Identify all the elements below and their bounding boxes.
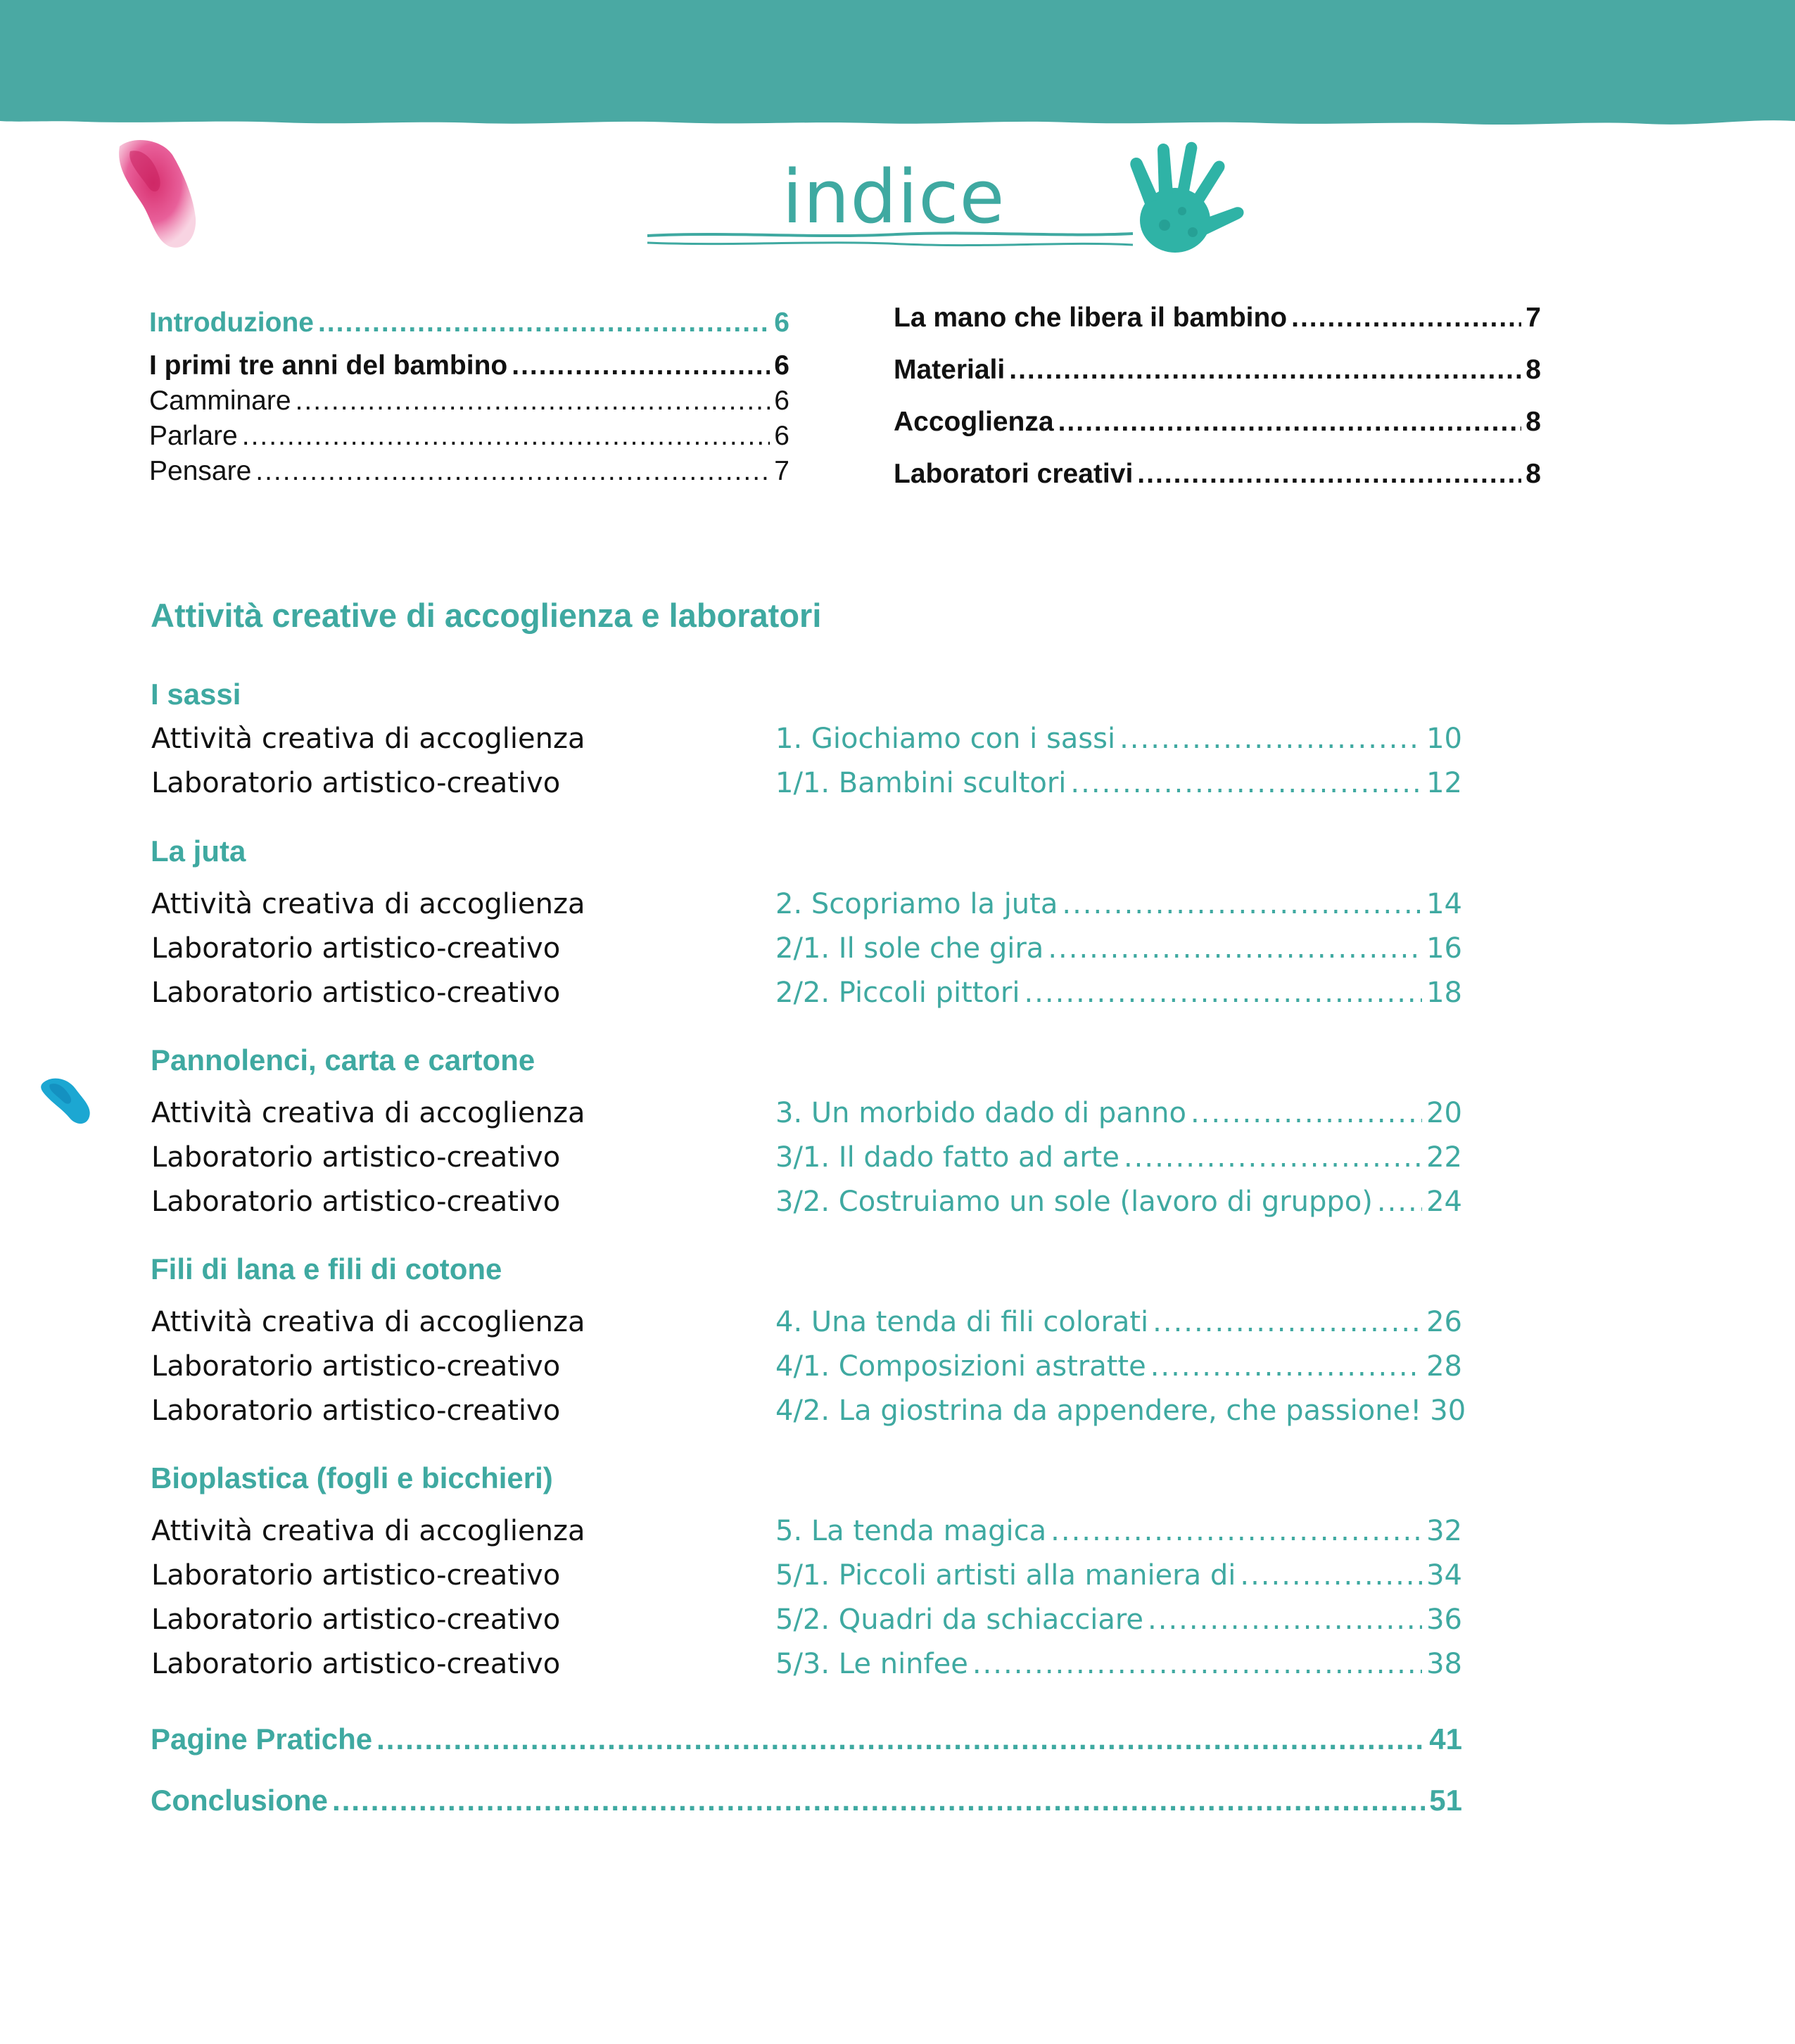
handprint-icon bbox=[1115, 137, 1252, 264]
activity-type: Laboratorio artistico-creativo bbox=[151, 1648, 561, 1680]
pink-paint-smudge-icon bbox=[113, 134, 204, 253]
toc-entry-materiali[interactable] bbox=[894, 355, 1541, 386]
leader-dots bbox=[1377, 1186, 1422, 1218]
toc-entry-label: Laboratori creativi bbox=[894, 459, 1134, 489]
toc-entry-page: 38 bbox=[1426, 1648, 1462, 1680]
toc-entry-label: 4/1. Composizioni astratte bbox=[775, 1350, 1146, 1383]
leader-dots bbox=[255, 456, 770, 487]
toc-entry-activity[interactable] bbox=[775, 1350, 1462, 1383]
leader-dots bbox=[332, 1784, 1425, 1817]
toc-entry-camminare[interactable] bbox=[149, 386, 789, 417]
toc-entry-page: 36 bbox=[1426, 1604, 1462, 1636]
toc-entry-page: 10 bbox=[1426, 723, 1462, 755]
activity-type: Laboratorio artistico-creativo bbox=[151, 1395, 561, 1427]
toc-entry-label: I primi tre anni del bambino bbox=[149, 350, 508, 381]
activity-type: Laboratorio artistico-creativo bbox=[151, 1604, 561, 1636]
toc-entry-label: 5/3. Le ninfee bbox=[775, 1648, 968, 1680]
toc-entry-page: 26 bbox=[1426, 1306, 1462, 1338]
toc-entry-activity[interactable] bbox=[775, 1604, 1462, 1636]
toc-entry-activity[interactable] bbox=[775, 767, 1462, 799]
leader-dots bbox=[1153, 1306, 1422, 1338]
toc-entry-activity[interactable] bbox=[775, 1559, 1462, 1592]
leader-dots bbox=[1120, 723, 1422, 755]
toc-entry-label: Conclusione bbox=[151, 1784, 329, 1817]
leader-dots bbox=[1124, 1141, 1422, 1174]
toc-entry-page: 7 bbox=[1526, 303, 1541, 333]
leader-dots bbox=[1137, 459, 1521, 490]
toc-entry-laboratori-creativi[interactable] bbox=[894, 459, 1541, 490]
toc-entry-page: 8 bbox=[1526, 459, 1541, 489]
toc-entry-label: 4. Una tenda di fili colorati bbox=[775, 1306, 1149, 1338]
toc-entry-label: 5/2. Quadri da schiacciare bbox=[775, 1604, 1144, 1636]
toc-entry-activity[interactable] bbox=[775, 1186, 1462, 1218]
toc-entry-page: 20 bbox=[1426, 1097, 1462, 1129]
toc-entry-activity[interactable] bbox=[775, 932, 1462, 965]
toc-entry-page: 51 bbox=[1429, 1784, 1462, 1817]
toc-entry-page: 14 bbox=[1426, 888, 1462, 920]
leader-dots bbox=[972, 1648, 1422, 1680]
toc-entry-label: Pagine Pratiche bbox=[151, 1722, 373, 1756]
leader-dots bbox=[296, 386, 770, 417]
toc-entry-mano-libera[interactable] bbox=[894, 303, 1541, 334]
leader-dots bbox=[376, 1722, 1425, 1756]
toc-entry-page: 28 bbox=[1426, 1350, 1462, 1383]
toc-entry-pagine-pratiche[interactable] bbox=[151, 1722, 1462, 1756]
toc-entry-label: Materiali bbox=[894, 355, 1006, 385]
toc-entry-page: 18 bbox=[1426, 977, 1462, 1009]
toc-entry-label: Parlare bbox=[149, 421, 238, 451]
section-title-bioplastica: Bioplastica (fogli e bicchieri) bbox=[151, 1461, 553, 1494]
leader-dots bbox=[1070, 767, 1422, 799]
toc-entry-label: Accoglienza bbox=[894, 407, 1054, 437]
leader-dots bbox=[1062, 888, 1422, 920]
toc-entry-label: 5/1. Piccoli artisti alla maniera di bbox=[775, 1559, 1236, 1592]
activity-type: Laboratorio artistico-creativo bbox=[151, 1559, 561, 1592]
section-title-sassi: I sassi bbox=[151, 678, 241, 711]
toc-entry-primi-tre-anni[interactable] bbox=[149, 350, 789, 381]
toc-entry-activity[interactable] bbox=[775, 1097, 1462, 1129]
toc-entry-page: 41 bbox=[1429, 1722, 1462, 1756]
toc-entry-introduzione[interactable] bbox=[149, 307, 789, 338]
toc-entry-label: 3/2. Costruiamo un sole (lavoro di gruppo) bbox=[775, 1186, 1373, 1218]
toc-entry-label: La mano che libera il bambino bbox=[894, 303, 1288, 333]
toc-entry-page: 6 bbox=[774, 350, 789, 381]
toc-entry-label: 2/2. Piccoli pittori bbox=[775, 977, 1020, 1009]
toc-entry-parlare[interactable] bbox=[149, 421, 789, 452]
toc-entry-activity[interactable] bbox=[775, 1395, 1466, 1427]
title-block bbox=[647, 144, 1154, 257]
toc-entry-page: 6 bbox=[774, 307, 789, 338]
toc-entry-label: 2/1. Il sole che gira bbox=[775, 932, 1044, 965]
activity-type: Laboratorio artistico-creativo bbox=[151, 767, 561, 799]
toc-entry-label: 1/1. Bambini scultori bbox=[775, 767, 1067, 799]
toc-entry-page: 6 bbox=[774, 386, 789, 416]
section-title-juta: La juta bbox=[151, 834, 246, 868]
section-main-heading: Attività creative di accoglienza e laboratori bbox=[151, 597, 822, 634]
toc-entry-page: 24 bbox=[1426, 1186, 1462, 1218]
toc-entry-activity[interactable] bbox=[775, 1141, 1462, 1174]
activity-type: Attività creativa di accoglienza bbox=[151, 723, 585, 755]
leader-dots bbox=[1240, 1559, 1422, 1592]
toc-entry-page: 12 bbox=[1426, 767, 1462, 799]
toc-entry-label: Introduzione bbox=[149, 307, 314, 338]
title-wavy-underline bbox=[644, 227, 1136, 255]
leader-dots bbox=[1048, 932, 1422, 965]
header-banner bbox=[0, 0, 1795, 134]
toc-entry-page: 16 bbox=[1426, 932, 1462, 965]
toc-entry-label: Pensare bbox=[149, 456, 252, 486]
activity-type: Laboratorio artistico-creativo bbox=[151, 1186, 561, 1218]
toc-entry-label: 3. Un morbido dado di panno bbox=[775, 1097, 1186, 1129]
activity-type: Laboratorio artistico-creativo bbox=[151, 932, 561, 965]
leader-dots bbox=[1058, 407, 1522, 438]
leader-dots bbox=[1191, 1097, 1422, 1129]
toc-entry-label: 2. Scopriamo la juta bbox=[775, 888, 1058, 920]
activity-type: Attività creativa di accoglienza bbox=[151, 1306, 585, 1338]
leader-dots bbox=[1150, 1350, 1422, 1383]
leader-dots bbox=[1051, 1515, 1422, 1547]
toc-entry-page: 8 bbox=[1526, 355, 1541, 385]
toc-entry-page: 34 bbox=[1426, 1559, 1462, 1592]
leader-dots bbox=[1148, 1604, 1422, 1636]
toc-entry-page: 6 bbox=[774, 421, 789, 451]
toc-entry-label: Camminare bbox=[149, 386, 291, 416]
toc-entry-conclusione[interactable] bbox=[151, 1784, 1462, 1817]
toc-entry-activity[interactable] bbox=[775, 888, 1462, 920]
section-title-pannolenci: Pannolenci, carta e cartone bbox=[151, 1043, 535, 1077]
activity-type: Attività creativa di accoglienza bbox=[151, 1097, 585, 1129]
toc-entry-page: 22 bbox=[1426, 1141, 1462, 1174]
toc-entry-label: 5. La tenda magica bbox=[775, 1515, 1047, 1547]
toc-entry-activity[interactable] bbox=[775, 977, 1462, 1009]
leader-dots bbox=[242, 421, 770, 452]
toc-entry-activity[interactable] bbox=[775, 723, 1462, 755]
leader-dots bbox=[1291, 303, 1521, 334]
leader-dots bbox=[1024, 977, 1422, 1009]
activity-type: Laboratorio artistico-creativo bbox=[151, 1350, 561, 1383]
toc-entry-page: 8 bbox=[1526, 407, 1541, 437]
activity-type: Laboratorio artistico-creativo bbox=[151, 1141, 561, 1174]
leader-dots bbox=[318, 307, 770, 338]
activity-type: Attività creativa di accoglienza bbox=[151, 1515, 585, 1547]
toc-entry-label: 3/1. Il dado fatto ad arte bbox=[775, 1141, 1120, 1174]
page-title: indice bbox=[782, 154, 1006, 240]
toc-entry-activity[interactable] bbox=[775, 1306, 1462, 1338]
activity-type: Laboratorio artistico-creativo bbox=[151, 977, 561, 1009]
toc-entry-label: 1. Giochiamo con i sassi bbox=[775, 723, 1116, 755]
section-title-fili: Fili di lana e fili di cotone bbox=[151, 1252, 502, 1286]
toc-entry-page: 30 bbox=[1430, 1395, 1466, 1427]
toc-entry-activity[interactable] bbox=[775, 1515, 1462, 1547]
leader-dots bbox=[1009, 355, 1521, 386]
toc-entry-activity[interactable] bbox=[775, 1648, 1462, 1680]
toc-entry-pensare[interactable] bbox=[149, 456, 789, 487]
leader-dots bbox=[512, 350, 770, 381]
blue-paint-smudge-icon bbox=[39, 1073, 95, 1129]
toc-entry-accoglienza[interactable] bbox=[894, 407, 1541, 438]
toc-entry-label: 4/2. La giostrina da appendere, che passione! bbox=[775, 1395, 1422, 1427]
toc-entry-page: 32 bbox=[1426, 1515, 1462, 1547]
activity-type: Attività creativa di accoglienza bbox=[151, 888, 585, 920]
toc-entry-page: 7 bbox=[774, 456, 789, 486]
